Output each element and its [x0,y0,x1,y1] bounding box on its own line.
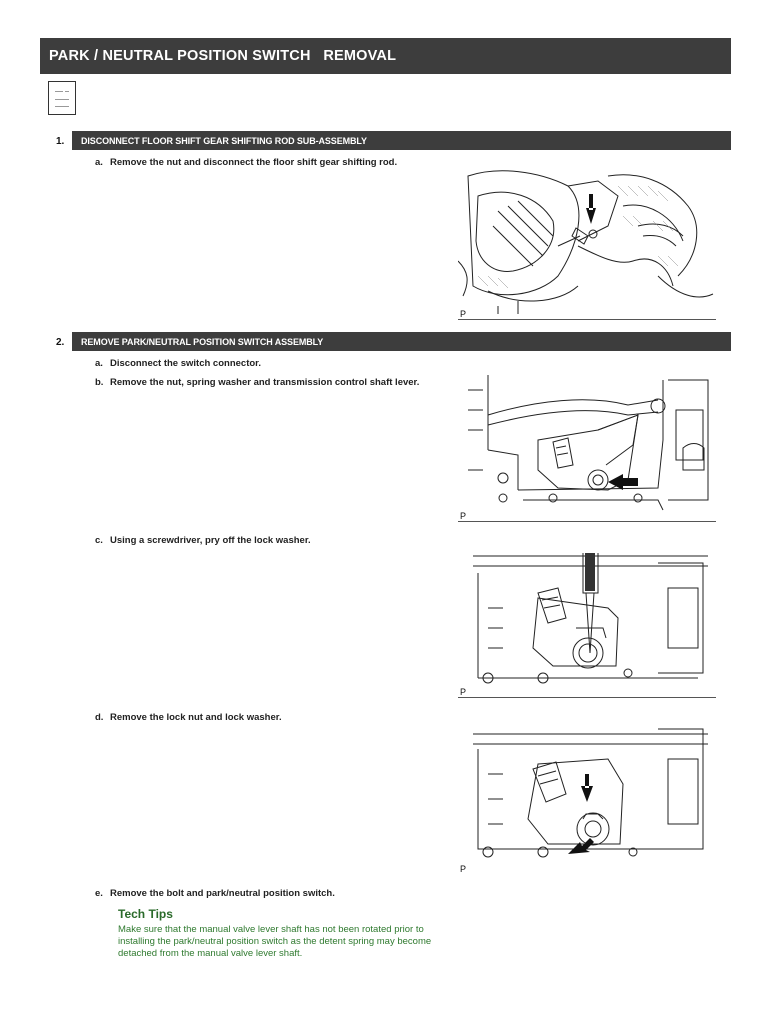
step-2e [95,888,445,900]
section-2-number: 2. [56,337,65,348]
step-text: Remove the nut, spring washer and transmission control shaft lever. [110,377,420,388]
section-1-number: 1. [56,136,65,147]
lock-nut-illustration [458,724,716,864]
arrow-icon [586,194,596,224]
figure-label: P [460,309,467,319]
shift-rod-illustration [458,166,716,316]
figure-rule [458,521,716,522]
figure-shift-rod [458,166,716,321]
document-icon [48,81,76,115]
figure-rule [458,319,716,320]
step-letter: e. [95,888,103,899]
figure-rule [458,697,716,698]
step-1a [95,157,460,169]
tech-tips-title: Tech Tips [118,907,173,921]
section-2-title: REMOVE PARK/NEUTRAL POSITION SWITCH ASSEMBLY [72,332,731,351]
section-1-title: DISCONNECT FLOOR SHIFT GEAR SHIFTING ROD SUB-ASSEMBLY [72,131,731,150]
step-letter: d. [95,712,104,723]
step-2b [95,377,445,389]
step-text: Remove the lock nut and lock washer. [110,712,282,723]
arrow-icon [568,838,594,854]
figure-label: P [460,687,467,697]
step-2d [95,712,445,724]
step-text: Using a screwdriver, pry off the lock washer. [110,535,311,546]
figure-label: P [460,511,467,521]
tech-tips-text: Make sure that the manual valve lever shaft has not been rotated prior to installing the park/neutral position switch as the detent spring may become detached from the manual valve lever shaft. [118,924,432,959]
lock-washer-illustration [458,548,716,693]
step-letter: a. [95,358,103,369]
step-letter: a. [95,157,103,168]
step-2a [95,358,445,370]
step-letter: b. [95,377,104,388]
figure-label: P [460,864,467,874]
step-letter: c. [95,535,103,546]
arrow-icon [581,774,593,802]
shaft-lever-illustration [458,370,716,515]
step-text: Remove the bolt and park/neutral position switch. [110,888,335,899]
step-text: Remove the nut and disconnect the floor shift gear shifting rod. [110,157,398,168]
figure-lock-washer [458,548,716,700]
step-text: Disconnect the switch connector. [110,358,261,369]
figure-lock-nut [458,724,716,876]
figure-shaft-lever [458,370,716,525]
page-title: PARK / NEUTRAL POSITION SWITCH REMOVAL [40,38,731,74]
step-2c [95,535,445,547]
